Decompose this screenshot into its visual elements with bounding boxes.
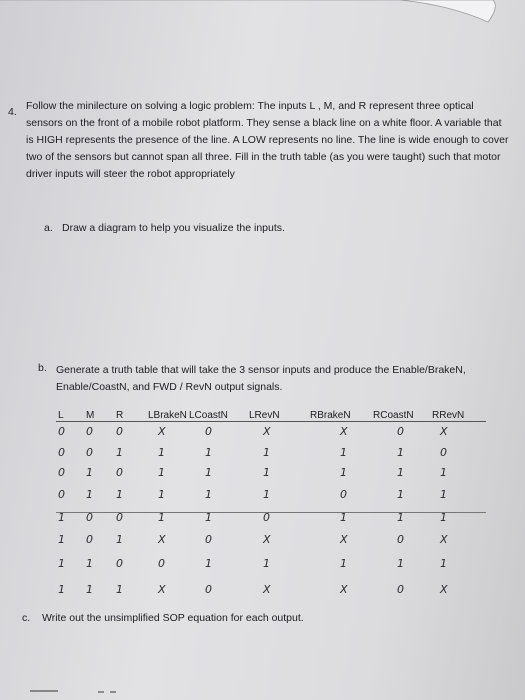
cell-r4-c0: 1 bbox=[58, 511, 65, 524]
header-r: R bbox=[116, 410, 124, 421]
header-l: L bbox=[58, 410, 64, 421]
part-b-text: Generate a truth table that will take the 3 sensor inputs and produce the Enable/BrakeN, Enable/CoastN, and FWD / RevN output signals. bbox=[56, 364, 466, 393]
cell-r5-c4: 0 bbox=[205, 533, 212, 546]
part-b-label: b. bbox=[38, 362, 47, 374]
cell-r0-c0: 0 bbox=[58, 425, 65, 438]
cell-r5-c5: X bbox=[263, 533, 271, 546]
cell-r7-c4: 0 bbox=[205, 583, 212, 596]
cell-r7-c2: 1 bbox=[116, 583, 123, 596]
cell-r7-c5: X bbox=[263, 583, 271, 596]
cell-r0-c8: X bbox=[440, 425, 448, 438]
cell-r4-c8: 1 bbox=[440, 511, 447, 524]
cell-r1-c2: 1 bbox=[116, 446, 123, 459]
cell-r2-c7: 1 bbox=[397, 466, 404, 479]
cell-r3-c7: 1 bbox=[397, 488, 404, 501]
header-lcoastn: LCoastN bbox=[189, 410, 228, 421]
cell-r5-c3: X bbox=[158, 533, 166, 546]
cell-r1-c4: 1 bbox=[205, 446, 212, 459]
cell-r2-c8: 1 bbox=[440, 466, 447, 479]
question-text: Follow the minilecture on solving a logic problem: The inputs L , M, and R represent three optical sensors on the front of a mobile robot platform. They sense a black line on a white floor. A variable that is HIGH represents the presence of the line. A LOW represents no line. The line is wide enough to cover two of the sensors but cannot span all three. Fill in the truth table (as you were taught) such that motor driver inputs will steer the robot appropriately bbox=[26, 100, 509, 180]
cell-r0-c4: 0 bbox=[205, 425, 212, 438]
cell-r3-c4: 1 bbox=[205, 488, 212, 501]
part-c-text: Write out the unsimplified SOP equation for each output. bbox=[42, 612, 304, 624]
header-underline bbox=[56, 421, 486, 422]
cell-r7-c3: X bbox=[158, 583, 166, 596]
header-lbraken: LBrakeN bbox=[148, 410, 187, 421]
cell-r4-c4: 1 bbox=[205, 511, 212, 524]
cell-r3-c6: 0 bbox=[340, 488, 347, 501]
cell-r6-c8: 1 bbox=[440, 557, 447, 570]
part-c-label: c. bbox=[22, 612, 31, 624]
page-edge-curve bbox=[0, 0, 525, 40]
cell-r2-c0: 0 bbox=[58, 466, 65, 479]
cell-r5-c7: 0 bbox=[397, 533, 404, 546]
cell-r4-c1: 0 bbox=[86, 511, 93, 524]
cell-r0-c5: X bbox=[263, 425, 271, 438]
header-rbraken: RBrakeN bbox=[310, 410, 351, 421]
cell-r2-c6: 1 bbox=[340, 466, 347, 479]
cell-r1-c8: 0 bbox=[440, 446, 447, 459]
cell-r3-c2: 1 bbox=[116, 488, 123, 501]
cell-r0-c3: X bbox=[158, 425, 166, 438]
cell-r6-c2: 0 bbox=[116, 557, 123, 570]
cell-r0-c2: 0 bbox=[116, 425, 123, 438]
cell-r0-c6: X bbox=[340, 425, 348, 438]
cell-r2-c4: 1 bbox=[205, 466, 212, 479]
cell-r6-c1: 1 bbox=[86, 557, 93, 570]
cell-r4-c3: 1 bbox=[158, 511, 165, 524]
cell-r7-c7: 0 bbox=[397, 583, 404, 596]
cell-r4-c5: 0 bbox=[263, 511, 270, 524]
cell-r3-c0: 0 bbox=[58, 488, 65, 501]
cell-r6-c3: 0 bbox=[158, 557, 165, 570]
question-number: 4. bbox=[8, 106, 17, 118]
cell-r3-c1: 1 bbox=[86, 488, 93, 501]
header-lrevn: LRevN bbox=[249, 410, 280, 421]
cell-r1-c6: 1 bbox=[340, 446, 347, 459]
cell-r5-c8: X bbox=[440, 533, 448, 546]
cell-r4-c7: 1 bbox=[397, 511, 404, 524]
part-a-text: Draw a diagram to help you visualize the inputs. bbox=[62, 222, 285, 234]
cell-r2-c2: 0 bbox=[116, 466, 123, 479]
part-a-label: a. bbox=[44, 222, 53, 234]
cell-r6-c0: 1 bbox=[58, 557, 65, 570]
cell-r0-c1: 0 bbox=[86, 425, 93, 438]
header-m: M bbox=[86, 410, 95, 421]
cell-r1-c7: 1 bbox=[397, 446, 404, 459]
cell-r1-c3: 1 bbox=[158, 446, 165, 459]
cell-r7-c0: 1 bbox=[58, 583, 65, 596]
cell-r3-c8: 1 bbox=[440, 488, 447, 501]
cell-r0-c7: 0 bbox=[397, 425, 404, 438]
cell-r1-c1: 0 bbox=[86, 446, 93, 459]
cell-r5-c1: 0 bbox=[86, 533, 93, 546]
cell-r5-c2: 1 bbox=[116, 533, 123, 546]
cell-r6-c6: 1 bbox=[340, 557, 347, 570]
cell-r3-c5: 1 bbox=[263, 488, 270, 501]
cell-r4-c2: 0 bbox=[116, 511, 123, 524]
cell-r6-c5: 1 bbox=[263, 557, 270, 570]
cell-r6-c4: 1 bbox=[205, 557, 212, 570]
cell-r7-c8: X bbox=[440, 583, 448, 596]
cell-r4-c6: 1 bbox=[340, 511, 347, 524]
cell-r6-c7: 1 bbox=[397, 557, 404, 570]
pen-marks bbox=[28, 686, 118, 696]
cell-r5-c0: 1 bbox=[58, 533, 65, 546]
cell-r3-c3: 1 bbox=[158, 488, 165, 501]
cell-r7-c1: 1 bbox=[86, 583, 93, 596]
cell-r2-c5: 1 bbox=[263, 466, 270, 479]
header-rrevn: RRevN bbox=[432, 410, 465, 421]
cell-r1-c5: 1 bbox=[263, 446, 270, 459]
cell-r5-c6: X bbox=[340, 533, 348, 546]
header-rcoastn: RCoastN bbox=[373, 410, 414, 421]
cell-r1-c0: 0 bbox=[58, 446, 65, 459]
cell-r2-c3: 1 bbox=[158, 466, 165, 479]
cell-r7-c6: X bbox=[340, 583, 348, 596]
cell-r2-c1: 1 bbox=[86, 466, 93, 479]
